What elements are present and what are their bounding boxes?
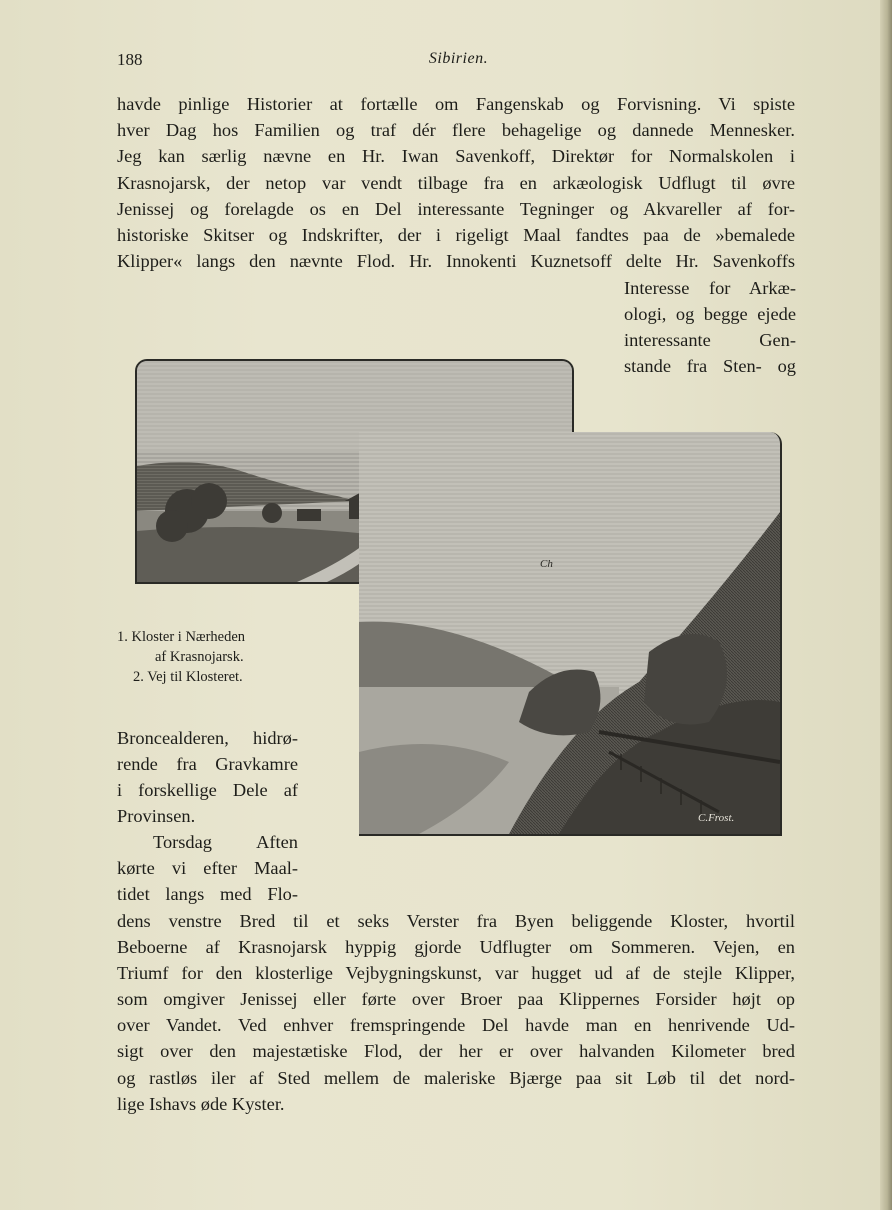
text-line: og rastløs iler af Sted mellem de maleriske Bjærge paa sit Løb til det nord- bbox=[117, 1068, 795, 1088]
text-line: Provinsen. bbox=[117, 806, 196, 826]
page-edge bbox=[880, 0, 892, 1210]
text-line: Jeg kan særlig nævne en Hr. Iwan Savenkoff, Direktør for Normalskolen i bbox=[117, 146, 795, 166]
figure-caption bbox=[117, 627, 312, 687]
text-line: kørte vi efter Maal- bbox=[117, 858, 298, 878]
illustration-road-to-monastery bbox=[359, 432, 782, 836]
page-number: 188 bbox=[117, 50, 143, 69]
text-line: Broncealderen, hidrø- bbox=[117, 728, 298, 748]
caption-line: 2. Vej til Klosteret. bbox=[133, 669, 243, 685]
text-line: dens venstre Bred til et seks Verster fra Byen beliggende Kloster, hvortil bbox=[117, 911, 795, 931]
text-line: Triumf for den klosterlige Vejbygningskunst, var hugget ud af de stejle Klipper, bbox=[117, 963, 795, 983]
running-title: Sibirien. bbox=[428, 50, 489, 67]
text-line: tidet langs med Flo- bbox=[117, 884, 298, 904]
plate2-signature: C.Frost. bbox=[698, 812, 735, 824]
text-line: rende fra Gravkamre bbox=[117, 754, 298, 774]
text-line: som omgiver Jenissej eller førte over Broer paa Klippernes Forsider højt op bbox=[117, 989, 795, 1009]
text-line: historiske Skitser og Indskrifter, der i rigeligt Maal fandtes paa de »bemalede bbox=[117, 225, 795, 245]
text-line: havde pinlige Historier at fortælle om Fangenskab og Forvisning. Vi spiste bbox=[117, 94, 795, 114]
text-line: over Vandet. Ved enhver fremspringende Del havde man en henrivende Ud- bbox=[117, 1015, 795, 1035]
text-line: hver Dag hos Familien og traf dér flere behagelige og dannede Mennesker. bbox=[117, 120, 795, 140]
text-line: interessante Gen- bbox=[624, 330, 796, 350]
text-line: Torsdag Aften bbox=[153, 832, 298, 852]
text-line: Beboerne af Krasnojarsk hyppig gjorde Udflugter om Sommeren. Vejen, en bbox=[117, 937, 795, 957]
text-line: Krasnojarsk, der netop var vendt tilbage fra en arkæologisk Udflugt til øvre bbox=[117, 173, 795, 193]
text-line: sigt over den majestætiske Flod, der her er over halvanden Kilometer bred bbox=[117, 1041, 795, 1061]
text-line: lige Ishavs øde Kyster. bbox=[117, 1094, 285, 1114]
caption-line: af Krasnojarsk. bbox=[155, 649, 244, 665]
text-line: Interesse for Arkæ- bbox=[624, 278, 796, 298]
text-line: i forskellige Dele af bbox=[117, 780, 298, 800]
caption-line: 1. Kloster i Nærheden bbox=[117, 629, 246, 645]
text-line: ologi, og begge ejede bbox=[624, 304, 796, 324]
text-line: Jenissej og forelagde os en Del interessante Tegninger og Akvareller af for- bbox=[117, 199, 795, 219]
plate1-signature: Ch bbox=[540, 558, 553, 570]
text-line: Klipper« langs den nævnte Flod. Hr. Innokenti Kuznetsoff delte Hr. Savenkoffs bbox=[117, 251, 795, 271]
text-line: stande fra Sten- og bbox=[624, 356, 796, 376]
